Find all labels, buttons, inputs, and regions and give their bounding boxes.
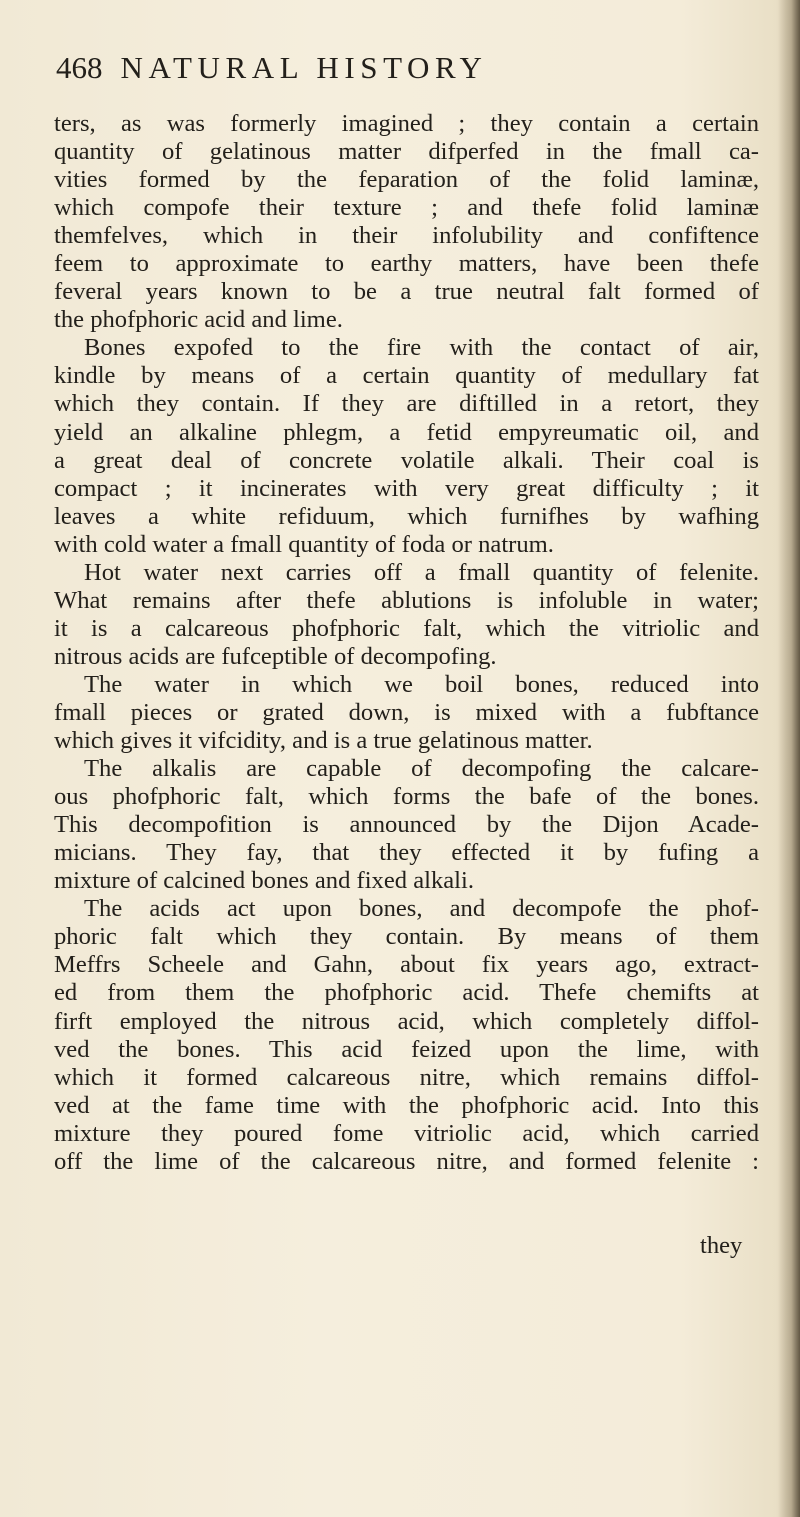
text-line: kindle by means of a certain quantity of medullary fat [54, 362, 759, 390]
text-line: it is a calcareous phofphoric falt, which the vitriolic and [54, 614, 759, 642]
paragraph-start-line: The water in which we boil bones, reduced into [84, 670, 759, 698]
paragraph-start-line: The acids act upon bones, and decompofe the phof- [84, 895, 759, 923]
text-line: which it formed calcareous nitre, which remains diffol- [54, 1063, 759, 1091]
text-line: nitrous acids are fufceptible of decompofing. [54, 642, 497, 670]
text-line: a great deal of concrete volatile alkali. Their coal is [54, 446, 759, 474]
text-line: ters, as was formerly imagined ; they contain a certain [54, 110, 759, 137]
paragraph-start-line: The alkalis are capable of decompofing the calcare- [84, 755, 759, 783]
page-edge-shadow [778, 0, 800, 1517]
paragraph-start-line: Bones expofed to the fire with the contact of air, [84, 334, 759, 362]
page-number: 468 [56, 50, 103, 85]
text-line: ved the bones. This acid feized upon the lime, with [54, 1035, 759, 1063]
text-line: leaves a white refiduum, which furnifhes by wafhing [54, 502, 759, 530]
running-title: NATURAL HISTORY [120, 50, 488, 85]
text-line: which gives it vifcidity, and is a true gelatinous matter. [54, 727, 593, 755]
text-line: feem to approximate to earthy matters, have been thefe [54, 250, 759, 278]
text-line: which compofe their texture ; and thefe folid laminæ [54, 194, 759, 222]
text-line: What remains after thefe ablutions is infoluble in water; [54, 586, 759, 614]
text-line: themfelves, which in their infolubility and confiftence [54, 222, 759, 250]
text-line: the phofphoric acid and lime. [54, 306, 343, 334]
text-line: feveral years known to be a true neutral falt formed of [54, 278, 759, 306]
text-line: yield an alkaline phlegm, a fetid empyreumatic oil, and [54, 418, 759, 446]
text-line: ous phofphoric falt, which forms the bafe of the bones. [54, 783, 759, 811]
text-line: micians. They fay, that they effected it by fufing a [54, 839, 759, 867]
text-line: quantity of gelatinous matter difperfed in the fmall ca- [54, 138, 759, 166]
text-line: which they contain. If they are diftilled in a retort, they [54, 390, 759, 418]
paragraph-start-line: Hot water next carries off a fmall quantity of felenite. [84, 558, 759, 586]
running-header [56, 48, 756, 88]
text-line: with cold water a fmall quantity of foda or natrum. [54, 530, 554, 558]
text-line: compact ; it incinerates with very great difficulty ; it [54, 474, 759, 502]
text-line: off the lime of the calcareous nitre, and formed felenite : [54, 1147, 759, 1175]
text-line: vities formed by the feparation of the folid laminæ, [54, 166, 759, 194]
text-line: Meffrs Scheele and Gahn, about fix years ago, extract- [54, 951, 759, 979]
body-text [54, 110, 759, 1176]
text-line: ed from them the phofphoric acid. Thefe chemifts at [54, 979, 759, 1007]
text-line: ved at the fame time with the phofphoric acid. Into this [54, 1091, 759, 1119]
catchword: they [700, 1232, 743, 1259]
text-line: This decompofition is announced by the Dijon Acade- [54, 811, 759, 839]
text-line: fmall pieces or grated down, is mixed with a fubftance [54, 698, 759, 726]
text-line: firft employed the nitrous acid, which completely diffol- [54, 1007, 759, 1035]
text-line: mixture they poured fome vitriolic acid, which carried [54, 1119, 759, 1147]
text-line: mixture of calcined bones and fixed alkali. [54, 867, 474, 895]
text-line: phoric falt which they contain. By means of them [54, 923, 759, 951]
